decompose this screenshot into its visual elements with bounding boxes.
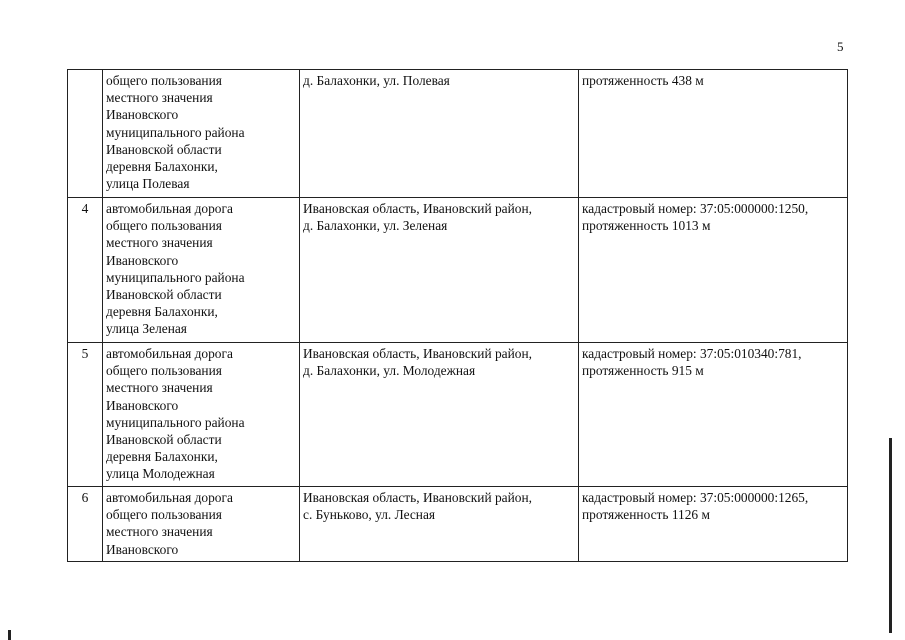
row-number-cell: 5 [68,343,103,487]
properties-line: кадастровый номер: 37:05:000000:1250, [582,201,809,216]
road-name-cell [103,70,300,198]
properties-line: протяженность 1013 м [582,218,711,234]
address-line: д. Балахонки, ул. Зеленая [303,218,448,234]
road-name-line: общего пользования [106,73,222,88]
address-line: Ивановская область, Ивановский район, [303,346,532,361]
road-name-line: общего пользования [106,507,222,523]
road-name-cell [103,198,300,343]
scan-edge-mark [889,438,892,633]
address-cell [300,198,579,343]
row-number-cell [68,70,103,198]
table-row [68,198,848,343]
properties-cell [579,343,848,487]
properties-line: протяженность 915 м [582,363,704,379]
row-number-cell: 6 [68,487,103,562]
row-number-cell: 4 [68,198,103,343]
road-name-line: улица Зеленая [106,321,187,337]
table-row [68,343,848,487]
address-line: с. Буньково, ул. Лесная [303,507,436,523]
address-line: Ивановская область, Ивановский район, [303,201,532,216]
road-name-cell [103,487,300,562]
road-name-line: Ивановского [106,397,179,413]
properties-cell [579,198,848,343]
road-name-cell [103,343,300,487]
properties-line: кадастровый номер: 37:05:000000:1265, [582,490,809,505]
properties-line: протяженность 1126 м [582,507,710,523]
road-name-line: Ивановской области [106,287,222,303]
road-name-line: общего пользования [106,218,222,234]
road-name-line: улица Молодежная [106,466,215,482]
properties-line: кадастровый номер: 37:05:010340:781, [582,346,802,361]
road-name-line: муниципального района [106,414,245,430]
address-line: д. Балахонки, ул. Молодежная [303,363,476,379]
address-line: Ивановская область, Ивановский район, [303,490,532,505]
roads-table [67,69,848,562]
road-name-line: автомобильная дорога [106,346,233,361]
road-name-line: местного значения [106,235,213,251]
road-name-line: местного значения [106,524,213,540]
road-name-line: деревня Балахонки, [106,304,218,320]
road-name-line: местного значения [106,380,213,396]
address-cell [300,487,579,562]
road-name-line: Ивановского [106,107,179,123]
road-name-line: деревня Балахонки, [106,159,218,175]
road-name-line: Ивановского [106,252,179,268]
address-cell [300,343,579,487]
road-name-line: муниципального района [106,269,245,285]
road-name-line: Ивановской области [106,432,222,448]
road-name-line: местного значения [106,90,213,106]
address-cell [300,70,579,198]
table-row [68,487,848,562]
road-name-line: деревня Балахонки, [106,449,218,465]
scan-edge-mark [8,630,11,640]
road-name-line: Ивановской области [106,141,222,157]
properties-cell [579,70,848,198]
page-number: 5 [837,39,844,54]
road-name-line: общего пользования [106,363,222,379]
properties-line: протяженность 438 м [582,73,704,88]
road-name-line: автомобильная дорога [106,490,233,505]
road-name-line: муниципального района [106,124,245,140]
road-name-line: улица Полевая [106,176,190,192]
road-name-line: автомобильная дорога [106,201,233,216]
road-name-line: Ивановского [106,541,179,557]
properties-cell [579,487,848,562]
address-line: д. Балахонки, ул. Полевая [303,73,450,88]
table-row [68,70,848,198]
